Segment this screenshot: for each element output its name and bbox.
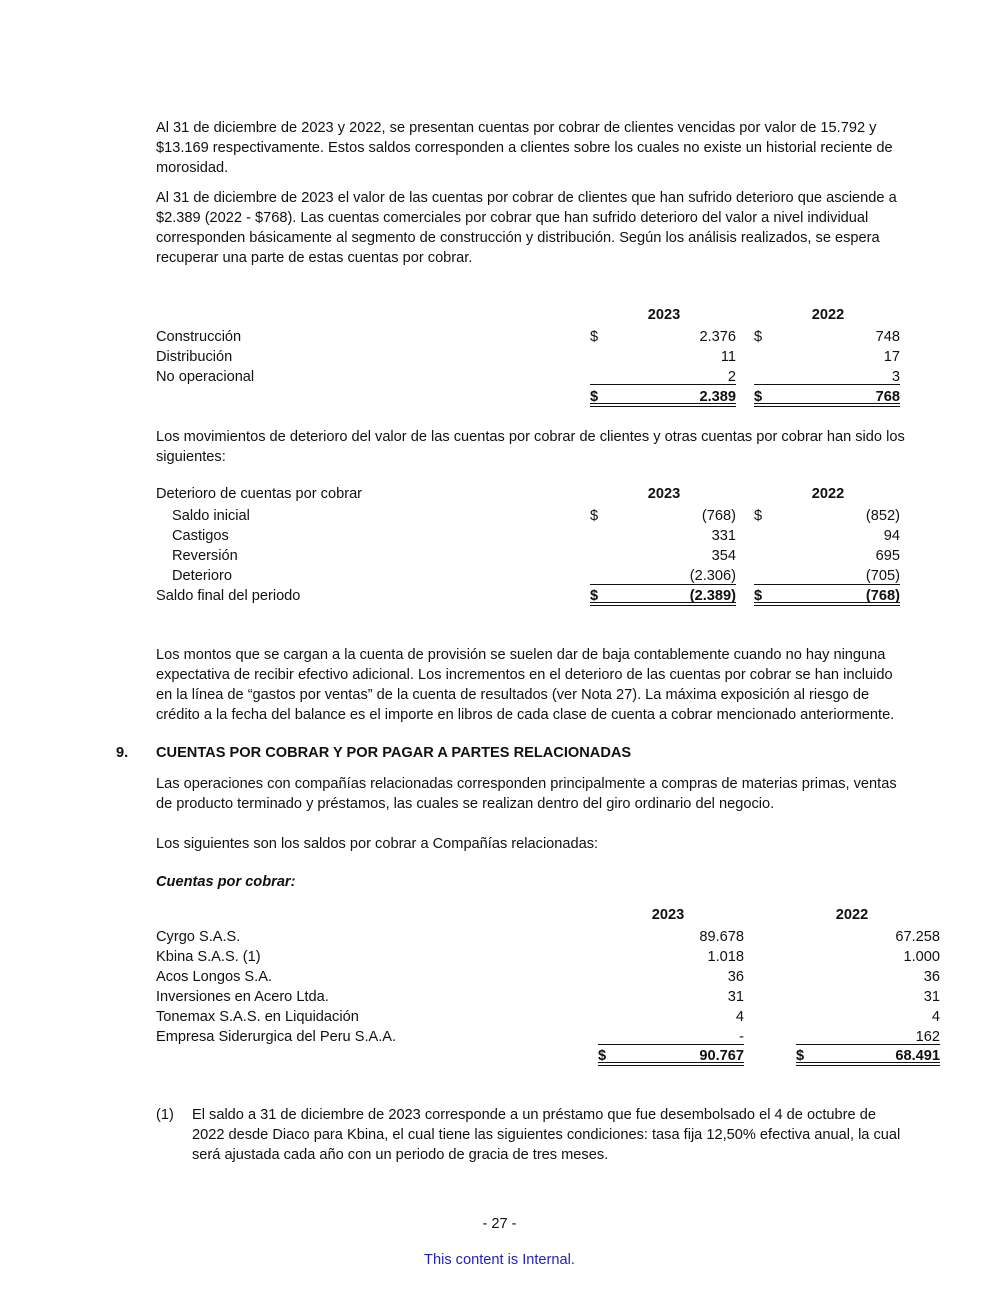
total-double-rule bbox=[590, 403, 736, 407]
currency-symbol: $ bbox=[754, 508, 763, 524]
table-row bbox=[156, 1007, 940, 1027]
row-label: Inversiones en Acero Ltda. bbox=[156, 989, 329, 1005]
value-2023: 1.018 bbox=[707, 949, 744, 965]
value-2022: 17 bbox=[883, 349, 900, 365]
page-number: - 27 - bbox=[482, 1216, 517, 1232]
value-2023: - bbox=[739, 1029, 744, 1045]
table-row bbox=[156, 347, 906, 367]
row-label: Distribución bbox=[156, 349, 233, 365]
subtotal-rule bbox=[754, 584, 900, 585]
table-row bbox=[156, 526, 906, 546]
value-2023: 31 bbox=[727, 989, 744, 1005]
table3-header-2022: 2022 bbox=[835, 907, 869, 923]
total-2022: (768) bbox=[865, 588, 900, 604]
table-row bbox=[156, 927, 940, 947]
value-2022: (705) bbox=[865, 568, 900, 584]
paragraph-provision-writeoff: Los montos que se cargan a la cuenta de provisión se suelen dar de baja contablemente cuando no hay ninguna expectativa de recibir efectivo adicional. Los incrementos en el deterioro de las cuentas por cobrar se han incluido en la línea de “gastos por ventas” de la cuenta de resultados (ver Nota 27). La máxima exposición al riesgo de crédito a la fecha del balance es el importe en libros de cada clase de cuenta a cobrar mencionado anteriormente. bbox=[156, 647, 895, 723]
row-label: Saldo final del periodo bbox=[156, 588, 301, 604]
currency-symbol: $ bbox=[590, 588, 599, 604]
subsection-title: Cuentas por cobrar: bbox=[156, 874, 296, 890]
subtotal-rule bbox=[590, 584, 736, 585]
table1-header-2023: 2023 bbox=[647, 307, 681, 323]
value-2023: 4 bbox=[735, 1009, 744, 1025]
value-2022: (852) bbox=[865, 508, 900, 524]
currency-symbol: $ bbox=[590, 329, 599, 345]
paragraph-related-operations: Las operaciones con compañías relacionadas corresponden principalmente a compras de materias primas, ventas de producto terminado y préstamos, las cuales se realizan dentro del giro ordinario del negocio. bbox=[156, 776, 897, 812]
value-2023: 2.376 bbox=[699, 329, 736, 345]
total-double-rule bbox=[598, 1062, 744, 1066]
table3-header-2023: 2023 bbox=[651, 907, 685, 923]
total-2023: (2.389) bbox=[689, 588, 736, 604]
table-row bbox=[156, 546, 906, 566]
value-2022: 748 bbox=[875, 329, 900, 345]
value-2022: 4 bbox=[931, 1009, 940, 1025]
table2-title: Deterioro de cuentas por cobrar bbox=[156, 486, 363, 502]
paragraph-impaired-receivables: Al 31 de diciembre de 2023 el valor de las cuentas por cobrar de clientes que han sufrido deterioro que asciende a $2.389 (2022 - $768). Las cuentas comerciales por cobrar que han sufrido deterioro del valor a nivel individual corresponden básicamente al segmento de construcción y distribución. Según los análisis realizados, se espera recuperar una parte de estas cuentas por cobrar. bbox=[156, 190, 897, 266]
table-row bbox=[156, 327, 906, 347]
table-row bbox=[156, 987, 940, 1007]
table-row bbox=[156, 967, 940, 987]
row-label: Empresa Siderurgica del Peru S.A.A. bbox=[156, 1029, 397, 1045]
row-label: Kbina S.A.S. (1) bbox=[156, 949, 261, 965]
table-row bbox=[156, 566, 906, 586]
value-2022: 67.258 bbox=[895, 929, 940, 945]
value-2023: (768) bbox=[701, 508, 736, 524]
total-double-rule bbox=[796, 1062, 940, 1066]
value-2023: (2.306) bbox=[689, 568, 736, 584]
table2-header-2022: 2022 bbox=[811, 486, 845, 502]
currency-symbol: $ bbox=[796, 1048, 805, 1064]
section-title: CUENTAS POR COBRAR Y POR PAGAR A PARTES RELACIONADAS bbox=[156, 745, 632, 761]
value-2023: 2 bbox=[727, 369, 736, 385]
section-number: 9. bbox=[116, 745, 129, 761]
value-2023: 354 bbox=[711, 548, 736, 564]
total-2022: 68.491 bbox=[895, 1048, 940, 1064]
total-double-rule bbox=[754, 602, 900, 606]
table1-header-2022: 2022 bbox=[811, 307, 845, 323]
currency-symbol: $ bbox=[590, 508, 599, 524]
value-2022: 162 bbox=[915, 1029, 940, 1045]
value-2023: 36 bbox=[727, 969, 744, 985]
currency-symbol: $ bbox=[754, 389, 763, 405]
value-2022: 695 bbox=[875, 548, 900, 564]
footnote-text: El saldo a 31 de diciembre de 2023 corresponde a un préstamo que fue desembolsado el 4 de octubre de 2022 desde Diaco para Kbina, el cual tiene las siguientes condiciones: tasa fija 12,50% efectiva anual, la cual será ajustada cada año con un periodo de gracia de tres meses. bbox=[192, 1107, 901, 1163]
subtotal-rule bbox=[590, 384, 736, 385]
row-label: Acos Longos S.A. bbox=[156, 969, 273, 985]
table2-header-2023: 2023 bbox=[647, 486, 681, 502]
row-label: Cyrgo S.A.S. bbox=[156, 929, 241, 945]
paragraph-impairment-movements: Los movimientos de deterioro del valor de las cuentas por cobrar de clientes y otras cuentas por cobrar han sido los siguientes: bbox=[156, 429, 905, 465]
table-row bbox=[156, 506, 906, 526]
value-2022: 3 bbox=[891, 369, 900, 385]
value-2023: 89.678 bbox=[699, 929, 744, 945]
total-double-rule bbox=[590, 602, 736, 606]
value-2022: 36 bbox=[923, 969, 940, 985]
total-2022: 768 bbox=[875, 389, 900, 405]
value-2023: 331 bbox=[711, 528, 736, 544]
paragraph-related-balances: Los siguientes son los saldos por cobrar a Compañías relacionadas: bbox=[156, 836, 599, 852]
footnote-marker: (1) bbox=[156, 1107, 174, 1123]
total-2023: 2.389 bbox=[699, 389, 736, 405]
table-row bbox=[156, 1027, 940, 1047]
total-double-rule bbox=[754, 403, 900, 407]
subtotal-rule bbox=[754, 384, 900, 385]
currency-symbol: $ bbox=[598, 1048, 607, 1064]
currency-symbol: $ bbox=[590, 389, 599, 405]
paragraph-overdue-receivables: Al 31 de diciembre de 2023 y 2022, se presentan cuentas por cobrar de clientes vencidas por valor de 15.792 y $13.169 respectivamente. Estos saldos corresponden a clientes sobre los cuales no existe un historial reciente de morosidad. bbox=[156, 120, 893, 176]
table-total-row bbox=[156, 1046, 940, 1066]
currency-symbol: $ bbox=[754, 588, 763, 604]
total-2023: 90.767 bbox=[699, 1048, 744, 1064]
subtotal-rule bbox=[598, 1044, 744, 1045]
table-row bbox=[156, 947, 940, 967]
currency-symbol: $ bbox=[754, 329, 763, 345]
row-label: Tonemax S.A.S. en Liquidación bbox=[156, 1009, 359, 1025]
row-label: Deterioro bbox=[172, 568, 233, 584]
value-2023: 11 bbox=[720, 349, 736, 365]
subtotal-rule bbox=[796, 1044, 940, 1045]
row-label: Saldo inicial bbox=[172, 508, 250, 524]
row-label: Construcción bbox=[156, 329, 242, 345]
row-label: No operacional bbox=[156, 369, 255, 385]
value-2022: 94 bbox=[883, 528, 900, 544]
row-label: Reversión bbox=[172, 548, 238, 564]
row-label: Castigos bbox=[172, 528, 229, 544]
value-2022: 1.000 bbox=[903, 949, 940, 965]
classification-label: This content is Internal. bbox=[424, 1252, 575, 1268]
value-2022: 31 bbox=[923, 989, 940, 1005]
